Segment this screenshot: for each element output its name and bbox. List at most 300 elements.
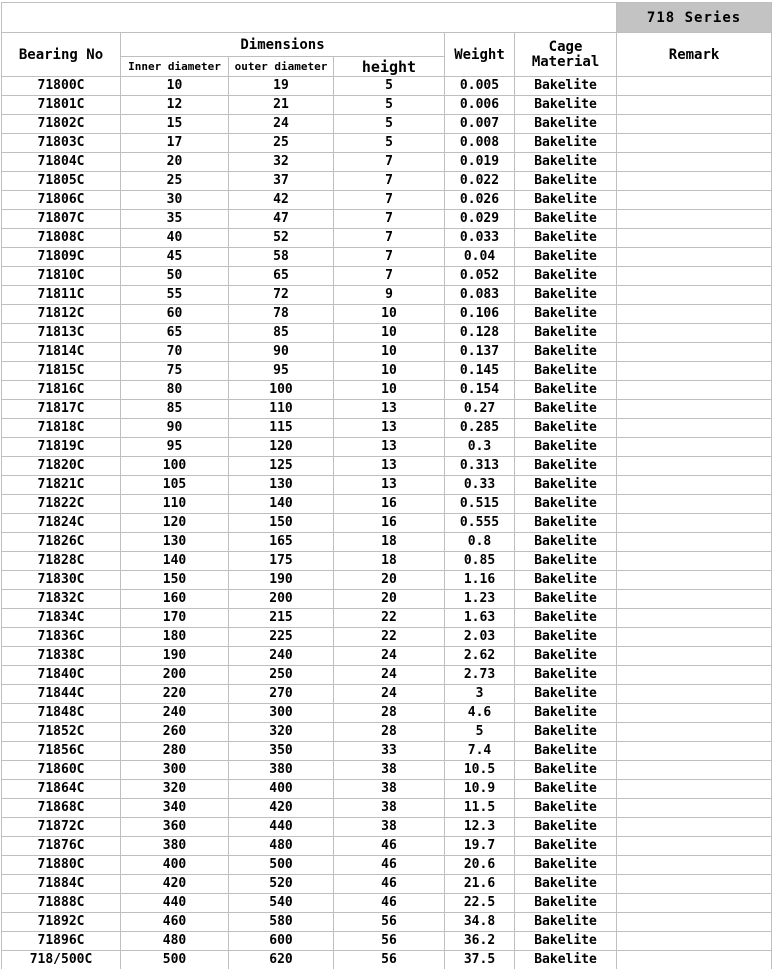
table-row xyxy=(2,818,772,837)
cell-cage-material: Bakelite xyxy=(515,951,617,969)
cell-weight: 34.8 xyxy=(445,913,515,932)
cell-inner-diameter: 140 xyxy=(121,552,229,571)
col-header-dimensions: Dimensions xyxy=(121,33,445,57)
cell-weight: 0.04 xyxy=(445,248,515,267)
cell-remark xyxy=(617,780,772,799)
cell-bearing-no: 71818C xyxy=(2,419,121,438)
cell-cage-material: Bakelite xyxy=(515,647,617,666)
cage-material-line1: Cage xyxy=(548,38,583,55)
cell-remark xyxy=(617,742,772,761)
col-header-cage-material xyxy=(515,33,617,77)
cell-inner-diameter: 240 xyxy=(121,704,229,723)
cell-inner-diameter: 360 xyxy=(121,818,229,837)
cell-height: 10 xyxy=(334,362,445,381)
cell-weight: 0.026 xyxy=(445,191,515,210)
cell-remark xyxy=(617,837,772,856)
cell-height: 7 xyxy=(334,229,445,248)
cell-weight: 0.083 xyxy=(445,286,515,305)
table-row xyxy=(2,267,772,286)
cell-remark xyxy=(617,229,772,248)
cell-remark xyxy=(617,666,772,685)
cell-outer-diameter: 47 xyxy=(229,210,334,229)
cell-inner-diameter: 110 xyxy=(121,495,229,514)
col-header-remark: Remark xyxy=(617,33,772,77)
cell-weight: 0.515 xyxy=(445,495,515,514)
table-row xyxy=(2,248,772,267)
cell-remark xyxy=(617,267,772,286)
cell-cage-material: Bakelite xyxy=(515,134,617,153)
table-row xyxy=(2,134,772,153)
cell-outer-diameter: 130 xyxy=(229,476,334,495)
cell-height: 38 xyxy=(334,799,445,818)
cell-outer-diameter: 120 xyxy=(229,438,334,457)
cell-inner-diameter: 95 xyxy=(121,438,229,457)
cell-cage-material: Bakelite xyxy=(515,267,617,286)
cell-outer-diameter: 520 xyxy=(229,875,334,894)
cell-cage-material: Bakelite xyxy=(515,362,617,381)
cell-remark xyxy=(617,495,772,514)
cell-remark xyxy=(617,191,772,210)
cell-height: 5 xyxy=(334,96,445,115)
cell-weight: 36.2 xyxy=(445,932,515,951)
cell-outer-diameter: 540 xyxy=(229,894,334,913)
cell-outer-diameter: 100 xyxy=(229,381,334,400)
cell-bearing-no: 71803C xyxy=(2,134,121,153)
table-row xyxy=(2,495,772,514)
cell-inner-diameter: 80 xyxy=(121,381,229,400)
cell-bearing-no: 71826C xyxy=(2,533,121,552)
cell-remark xyxy=(617,324,772,343)
cell-inner-diameter: 50 xyxy=(121,267,229,286)
table-row xyxy=(2,590,772,609)
table-row xyxy=(2,362,772,381)
cell-height: 28 xyxy=(334,723,445,742)
cell-cage-material: Bakelite xyxy=(515,77,617,96)
cell-inner-diameter: 130 xyxy=(121,533,229,552)
cell-outer-diameter: 600 xyxy=(229,932,334,951)
cell-outer-diameter: 110 xyxy=(229,400,334,419)
cell-outer-diameter: 125 xyxy=(229,457,334,476)
cell-weight: 0.33 xyxy=(445,476,515,495)
cell-weight: 3 xyxy=(445,685,515,704)
table-row xyxy=(2,666,772,685)
cell-height: 5 xyxy=(334,115,445,134)
cell-remark xyxy=(617,799,772,818)
cell-inner-diameter: 190 xyxy=(121,647,229,666)
cell-remark xyxy=(617,514,772,533)
cell-inner-diameter: 17 xyxy=(121,134,229,153)
cell-inner-diameter: 25 xyxy=(121,172,229,191)
cell-weight: 1.23 xyxy=(445,590,515,609)
cell-height: 46 xyxy=(334,856,445,875)
cell-height: 10 xyxy=(334,381,445,400)
cell-cage-material: Bakelite xyxy=(515,96,617,115)
cell-inner-diameter: 170 xyxy=(121,609,229,628)
table-row xyxy=(2,609,772,628)
cell-inner-diameter: 150 xyxy=(121,571,229,590)
cell-cage-material: Bakelite xyxy=(515,172,617,191)
cell-cage-material: Bakelite xyxy=(515,400,617,419)
cell-weight: 0.007 xyxy=(445,115,515,134)
cell-bearing-no: 71821C xyxy=(2,476,121,495)
cell-height: 46 xyxy=(334,894,445,913)
cell-inner-diameter: 460 xyxy=(121,913,229,932)
cell-height: 56 xyxy=(334,932,445,951)
cell-outer-diameter: 190 xyxy=(229,571,334,590)
cell-bearing-no: 71811C xyxy=(2,286,121,305)
cell-remark xyxy=(617,951,772,969)
table-row xyxy=(2,932,772,951)
cell-weight: 12.3 xyxy=(445,818,515,837)
cell-height: 38 xyxy=(334,818,445,837)
cell-bearing-no: 71801C xyxy=(2,96,121,115)
cell-remark xyxy=(617,685,772,704)
col-header-height: height xyxy=(334,57,445,77)
table-row xyxy=(2,400,772,419)
cell-inner-diameter: 55 xyxy=(121,286,229,305)
cage-material-line2: Material xyxy=(531,53,600,70)
cell-cage-material: Bakelite xyxy=(515,704,617,723)
cell-cage-material: Bakelite xyxy=(515,419,617,438)
cell-cage-material: Bakelite xyxy=(515,381,617,400)
cell-weight: 0.033 xyxy=(445,229,515,248)
cell-cage-material: Bakelite xyxy=(515,913,617,932)
cell-height: 46 xyxy=(334,875,445,894)
cell-outer-diameter: 215 xyxy=(229,609,334,628)
cell-height: 9 xyxy=(334,286,445,305)
cell-bearing-no: 71864C xyxy=(2,780,121,799)
cell-outer-diameter: 42 xyxy=(229,191,334,210)
cell-height: 16 xyxy=(334,514,445,533)
cell-bearing-no: 71800C xyxy=(2,77,121,96)
cell-bearing-no: 71817C xyxy=(2,400,121,419)
cell-remark xyxy=(617,647,772,666)
cell-remark xyxy=(617,419,772,438)
cell-cage-material: Bakelite xyxy=(515,210,617,229)
cell-weight: 0.029 xyxy=(445,210,515,229)
cell-cage-material: Bakelite xyxy=(515,609,617,628)
cell-bearing-no: 71813C xyxy=(2,324,121,343)
cell-outer-diameter: 150 xyxy=(229,514,334,533)
cell-outer-diameter: 25 xyxy=(229,134,334,153)
cell-outer-diameter: 165 xyxy=(229,533,334,552)
cell-bearing-no: 71844C xyxy=(2,685,121,704)
cell-height: 13 xyxy=(334,419,445,438)
cell-height: 16 xyxy=(334,495,445,514)
cell-bearing-no: 71852C xyxy=(2,723,121,742)
cell-bearing-no: 71888C xyxy=(2,894,121,913)
cell-outer-diameter: 24 xyxy=(229,115,334,134)
cell-remark xyxy=(617,533,772,552)
cell-bearing-no: 71880C xyxy=(2,856,121,875)
cell-remark xyxy=(617,476,772,495)
cell-weight: 0.008 xyxy=(445,134,515,153)
col-header-inner-diameter: Inner diameter xyxy=(121,57,229,77)
cell-remark xyxy=(617,96,772,115)
cell-height: 5 xyxy=(334,77,445,96)
table-row xyxy=(2,343,772,362)
cell-inner-diameter: 105 xyxy=(121,476,229,495)
cell-cage-material: Bakelite xyxy=(515,153,617,172)
cell-height: 10 xyxy=(334,343,445,362)
cell-remark xyxy=(617,761,772,780)
cell-bearing-no: 71876C xyxy=(2,837,121,856)
cell-bearing-no: 71819C xyxy=(2,438,121,457)
cell-outer-diameter: 380 xyxy=(229,761,334,780)
cell-bearing-no: 71840C xyxy=(2,666,121,685)
cell-height: 7 xyxy=(334,248,445,267)
cell-weight: 0.145 xyxy=(445,362,515,381)
cell-remark xyxy=(617,590,772,609)
cell-outer-diameter: 240 xyxy=(229,647,334,666)
table-row xyxy=(2,799,772,818)
cell-cage-material: Bakelite xyxy=(515,590,617,609)
series-row xyxy=(2,3,772,33)
table-row xyxy=(2,628,772,647)
cell-bearing-no: 71884C xyxy=(2,875,121,894)
cell-outer-diameter: 72 xyxy=(229,286,334,305)
cell-outer-diameter: 440 xyxy=(229,818,334,837)
cell-bearing-no: 71814C xyxy=(2,343,121,362)
cell-outer-diameter: 300 xyxy=(229,704,334,723)
cell-inner-diameter: 85 xyxy=(121,400,229,419)
cell-weight: 0.8 xyxy=(445,533,515,552)
table-row xyxy=(2,172,772,191)
cell-cage-material: Bakelite xyxy=(515,343,617,362)
cell-bearing-no: 71828C xyxy=(2,552,121,571)
table-row xyxy=(2,305,772,324)
cell-bearing-no: 71807C xyxy=(2,210,121,229)
cell-cage-material: Bakelite xyxy=(515,552,617,571)
cell-outer-diameter: 225 xyxy=(229,628,334,647)
cell-remark xyxy=(617,894,772,913)
cell-cage-material: Bakelite xyxy=(515,514,617,533)
cell-weight: 10.5 xyxy=(445,761,515,780)
cell-inner-diameter: 440 xyxy=(121,894,229,913)
cell-weight: 2.03 xyxy=(445,628,515,647)
table-row xyxy=(2,438,772,457)
cell-weight: 19.7 xyxy=(445,837,515,856)
cell-height: 13 xyxy=(334,476,445,495)
cell-remark xyxy=(617,875,772,894)
cell-remark xyxy=(617,210,772,229)
cell-cage-material: Bakelite xyxy=(515,115,617,134)
table-row xyxy=(2,647,772,666)
cell-outer-diameter: 480 xyxy=(229,837,334,856)
cell-weight: 0.005 xyxy=(445,77,515,96)
cell-height: 56 xyxy=(334,951,445,969)
cell-height: 24 xyxy=(334,647,445,666)
cell-bearing-no: 71832C xyxy=(2,590,121,609)
cell-cage-material: Bakelite xyxy=(515,875,617,894)
cell-height: 18 xyxy=(334,552,445,571)
cell-remark xyxy=(617,172,772,191)
table-row xyxy=(2,837,772,856)
cell-inner-diameter: 35 xyxy=(121,210,229,229)
cell-remark xyxy=(617,362,772,381)
cell-height: 18 xyxy=(334,533,445,552)
cell-bearing-no: 71856C xyxy=(2,742,121,761)
cell-bearing-no: 71824C xyxy=(2,514,121,533)
cell-weight: 0.006 xyxy=(445,96,515,115)
cell-weight: 11.5 xyxy=(445,799,515,818)
cell-remark xyxy=(617,818,772,837)
table-row xyxy=(2,324,772,343)
cell-height: 33 xyxy=(334,742,445,761)
cell-inner-diameter: 380 xyxy=(121,837,229,856)
cell-cage-material: Bakelite xyxy=(515,723,617,742)
cell-cage-material: Bakelite xyxy=(515,856,617,875)
table-row xyxy=(2,191,772,210)
cell-weight: 37.5 xyxy=(445,951,515,969)
cell-remark xyxy=(617,400,772,419)
cell-outer-diameter: 95 xyxy=(229,362,334,381)
cell-weight: 22.5 xyxy=(445,894,515,913)
cell-inner-diameter: 70 xyxy=(121,343,229,362)
cell-cage-material: Bakelite xyxy=(515,818,617,837)
cell-weight: 10.9 xyxy=(445,780,515,799)
cell-bearing-no: 71834C xyxy=(2,609,121,628)
cell-outer-diameter: 420 xyxy=(229,799,334,818)
empty-header-cell xyxy=(2,3,617,33)
cell-bearing-no: 71868C xyxy=(2,799,121,818)
cell-remark xyxy=(617,913,772,932)
cell-weight: 0.3 xyxy=(445,438,515,457)
table-row xyxy=(2,419,772,438)
cell-outer-diameter: 270 xyxy=(229,685,334,704)
cell-cage-material: Bakelite xyxy=(515,894,617,913)
cell-inner-diameter: 60 xyxy=(121,305,229,324)
cell-cage-material: Bakelite xyxy=(515,685,617,704)
cell-outer-diameter: 200 xyxy=(229,590,334,609)
table-row xyxy=(2,115,772,134)
cell-remark xyxy=(617,628,772,647)
cell-cage-material: Bakelite xyxy=(515,229,617,248)
table-row xyxy=(2,704,772,723)
table-row xyxy=(2,742,772,761)
cell-outer-diameter: 175 xyxy=(229,552,334,571)
table-row xyxy=(2,381,772,400)
cell-remark xyxy=(617,932,772,951)
cell-cage-material: Bakelite xyxy=(515,742,617,761)
table-row xyxy=(2,913,772,932)
cell-cage-material: Bakelite xyxy=(515,324,617,343)
cell-weight: 7.4 xyxy=(445,742,515,761)
cell-bearing-no: 71820C xyxy=(2,457,121,476)
cell-outer-diameter: 500 xyxy=(229,856,334,875)
table-row xyxy=(2,685,772,704)
cell-bearing-no: 71812C xyxy=(2,305,121,324)
cell-cage-material: Bakelite xyxy=(515,628,617,647)
cell-inner-diameter: 200 xyxy=(121,666,229,685)
cell-remark xyxy=(617,571,772,590)
cell-cage-material: Bakelite xyxy=(515,476,617,495)
cell-remark xyxy=(617,153,772,172)
cell-remark xyxy=(617,286,772,305)
cell-remark xyxy=(617,305,772,324)
col-header-bearing-no: Bearing No xyxy=(2,33,121,77)
cell-remark xyxy=(617,609,772,628)
cell-inner-diameter: 15 xyxy=(121,115,229,134)
cell-inner-diameter: 420 xyxy=(121,875,229,894)
cell-inner-diameter: 180 xyxy=(121,628,229,647)
cell-bearing-no: 71892C xyxy=(2,913,121,932)
cell-outer-diameter: 78 xyxy=(229,305,334,324)
cell-remark xyxy=(617,457,772,476)
cell-inner-diameter: 500 xyxy=(121,951,229,969)
table-row xyxy=(2,780,772,799)
cell-cage-material: Bakelite xyxy=(515,571,617,590)
cell-cage-material: Bakelite xyxy=(515,438,617,457)
table-body xyxy=(2,77,772,969)
cell-inner-diameter: 20 xyxy=(121,153,229,172)
cell-bearing-no: 71836C xyxy=(2,628,121,647)
table-row xyxy=(2,856,772,875)
cell-height: 20 xyxy=(334,571,445,590)
cell-weight: 0.019 xyxy=(445,153,515,172)
cell-height: 10 xyxy=(334,305,445,324)
cell-weight: 0.022 xyxy=(445,172,515,191)
cell-bearing-no: 718/500C xyxy=(2,951,121,969)
cell-bearing-no: 71810C xyxy=(2,267,121,286)
cell-cage-material: Bakelite xyxy=(515,761,617,780)
table-row xyxy=(2,951,772,969)
cell-height: 24 xyxy=(334,685,445,704)
cell-inner-diameter: 12 xyxy=(121,96,229,115)
cell-weight: 1.63 xyxy=(445,609,515,628)
cell-remark xyxy=(617,134,772,153)
cell-bearing-no: 71816C xyxy=(2,381,121,400)
cell-inner-diameter: 40 xyxy=(121,229,229,248)
cell-outer-diameter: 58 xyxy=(229,248,334,267)
cell-bearing-no: 71808C xyxy=(2,229,121,248)
cell-height: 13 xyxy=(334,438,445,457)
cell-remark xyxy=(617,381,772,400)
cell-cage-material: Bakelite xyxy=(515,780,617,799)
cell-cage-material: Bakelite xyxy=(515,286,617,305)
bearing-table xyxy=(1,2,772,969)
table-row xyxy=(2,894,772,913)
cell-weight: 20.6 xyxy=(445,856,515,875)
cell-outer-diameter: 65 xyxy=(229,267,334,286)
cell-weight: 4.6 xyxy=(445,704,515,723)
cell-inner-diameter: 280 xyxy=(121,742,229,761)
cell-height: 13 xyxy=(334,400,445,419)
cell-bearing-no: 71805C xyxy=(2,172,121,191)
cell-outer-diameter: 90 xyxy=(229,343,334,362)
cell-outer-diameter: 37 xyxy=(229,172,334,191)
cell-remark xyxy=(617,723,772,742)
table-row xyxy=(2,286,772,305)
cell-weight: 1.16 xyxy=(445,571,515,590)
cell-height: 38 xyxy=(334,761,445,780)
cell-remark xyxy=(617,248,772,267)
cell-inner-diameter: 75 xyxy=(121,362,229,381)
table-row xyxy=(2,552,772,571)
cell-inner-diameter: 30 xyxy=(121,191,229,210)
cell-weight: 0.128 xyxy=(445,324,515,343)
cell-bearing-no: 71848C xyxy=(2,704,121,723)
cell-bearing-no: 71872C xyxy=(2,818,121,837)
cell-outer-diameter: 21 xyxy=(229,96,334,115)
cell-cage-material: Bakelite xyxy=(515,495,617,514)
cell-inner-diameter: 480 xyxy=(121,932,229,951)
cell-height: 28 xyxy=(334,704,445,723)
cell-height: 20 xyxy=(334,590,445,609)
cell-inner-diameter: 340 xyxy=(121,799,229,818)
table-row xyxy=(2,229,772,248)
cell-outer-diameter: 85 xyxy=(229,324,334,343)
